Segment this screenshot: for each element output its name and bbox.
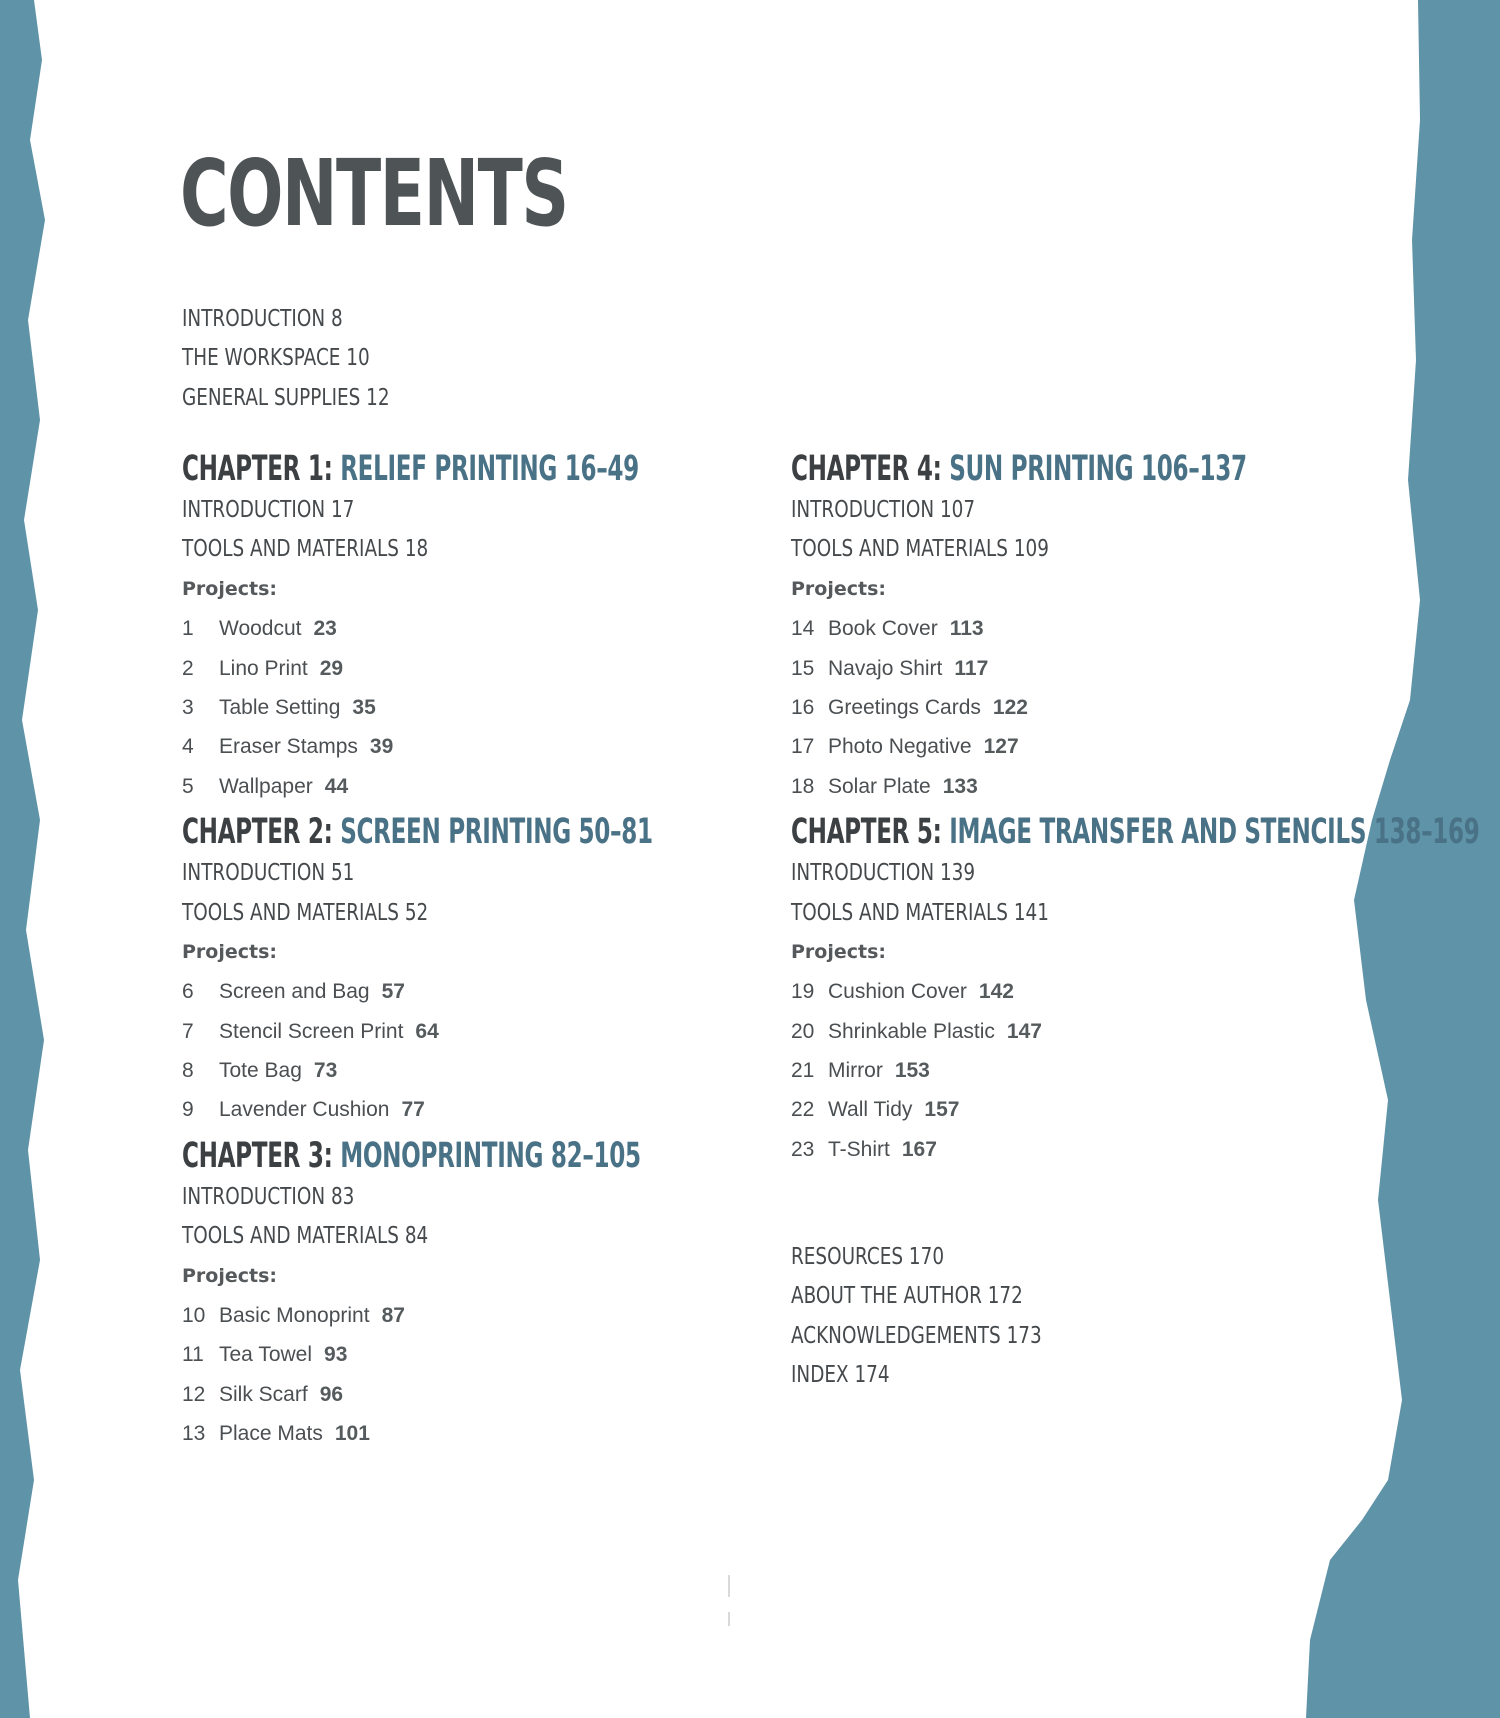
project-name: Place Mats (219, 1422, 323, 1446)
project-page: 96 (319, 1382, 344, 1406)
project-name: T-Shirt (828, 1137, 890, 1161)
projects-label: Projects: (182, 940, 277, 963)
chapter-heading[interactable] (182, 810, 653, 854)
end-matter-list (791, 1238, 1104, 1396)
project-name: Tea Towel (219, 1343, 313, 1367)
project-page: 101 (334, 1422, 370, 1446)
project-page: 117 (954, 656, 989, 680)
project-entry[interactable] (182, 649, 822, 688)
toc-entry[interactable]: TOOLS AND MATERIALS 84 (182, 1223, 429, 1250)
project-page: 23 (313, 617, 337, 641)
toc-entry[interactable]: INDEX 174 (791, 1362, 890, 1389)
project-number: 6 (182, 980, 194, 1004)
project-page: 87 (381, 1304, 405, 1328)
toc-entry[interactable]: ABOUT THE AUTHOR 172 (791, 1283, 1023, 1310)
project-entry[interactable] (791, 1012, 1431, 1051)
gutter-mark (728, 1612, 730, 1626)
projects-label: Projects: (182, 577, 277, 600)
project-entry[interactable] (182, 1296, 822, 1335)
project-name: Mirror (828, 1059, 883, 1083)
front-matter-list (182, 300, 441, 418)
project-number: 17 (791, 735, 815, 759)
project-name: Photo Negative (828, 735, 972, 759)
project-number: 14 (791, 617, 815, 641)
project-name: Woodcut (219, 617, 302, 641)
toc-entry[interactable]: INTRODUCTION 51 (182, 860, 355, 887)
chapter-label: CHAPTER 2: (182, 812, 333, 853)
project-name: Solar Plate (828, 774, 931, 798)
chapter-title: MONOPRINTING 82–105 (340, 1135, 641, 1176)
project-page: 57 (381, 980, 405, 1004)
chapter-heading[interactable] (182, 447, 639, 491)
toc-entry[interactable]: TOOLS AND MATERIALS 52 (182, 899, 429, 926)
chapter-heading[interactable] (791, 447, 1247, 491)
chapter-label: CHAPTER 1: (182, 449, 333, 489)
project-name: Table Setting (219, 695, 341, 719)
project-name: Shrinkable Plastic (828, 1019, 995, 1043)
project-page: 93 (324, 1343, 348, 1367)
project-page: 44 (324, 774, 349, 798)
chapter-title: SUN PRINTING 106–137 (949, 449, 1247, 489)
projects-label: Projects: (791, 577, 886, 600)
project-page: 35 (352, 695, 376, 719)
project-entry[interactable] (182, 1051, 822, 1090)
project-page: 157 (924, 1098, 960, 1122)
project-entry[interactable] (182, 1012, 822, 1051)
project-number: 18 (791, 774, 815, 798)
project-name: Greetings Cards (828, 695, 981, 719)
toc-entry[interactable]: INTRODUCTION 139 (791, 860, 976, 887)
projects-label: Projects: (791, 940, 886, 963)
project-entry[interactable] (791, 972, 1431, 1011)
project-entry[interactable] (182, 609, 822, 648)
project-number: 22 (791, 1098, 815, 1122)
project-page: 153 (894, 1059, 930, 1083)
toc-entry[interactable]: RESOURCES 170 (791, 1244, 945, 1270)
project-number: 8 (182, 1059, 194, 1083)
chapter-heading[interactable] (182, 1134, 641, 1178)
project-page: 142 (978, 980, 1014, 1004)
chapter-1 (182, 447, 822, 806)
toc-entry[interactable]: GENERAL SUPPLIES 12 (182, 384, 390, 411)
project-number: 4 (182, 735, 194, 759)
project-entry[interactable] (182, 1414, 822, 1453)
chapter-2 (182, 810, 822, 1130)
project-number: 15 (791, 656, 815, 680)
toc-entry[interactable]: TOOLS AND MATERIALS 141 (791, 899, 1049, 926)
project-name: Lavender Cushion (219, 1098, 390, 1122)
toc-entry[interactable]: INTRODUCTION 83 (182, 1183, 355, 1210)
project-name: Wallpaper (219, 774, 313, 798)
project-page: 29 (319, 656, 344, 680)
toc-entry[interactable]: INTRODUCTION 17 (182, 497, 355, 523)
project-number: 12 (182, 1382, 206, 1406)
project-entry[interactable] (182, 972, 822, 1011)
project-name: Tote Bag (219, 1059, 302, 1083)
project-name: Book Cover (828, 617, 938, 641)
chapter-4 (791, 447, 1431, 806)
project-entry[interactable] (791, 609, 1431, 648)
toc-entry[interactable]: TOOLS AND MATERIALS 18 (182, 536, 429, 563)
project-page: 64 (415, 1019, 439, 1043)
project-number: 13 (182, 1422, 206, 1446)
gutter-mark (728, 1575, 730, 1597)
project-number: 11 (182, 1343, 204, 1367)
project-entry[interactable] (182, 1375, 822, 1414)
toc-right-column (791, 447, 1480, 1173)
project-page: 167 (901, 1137, 937, 1161)
project-entry[interactable] (791, 1051, 1431, 1090)
chapter-label: CHAPTER 5: (791, 812, 942, 853)
project-entry[interactable] (182, 727, 822, 766)
toc-entry[interactable]: ACKNOWLEDGEMENTS 173 (791, 1322, 1042, 1349)
project-number: 21 (791, 1059, 815, 1083)
project-entry[interactable] (182, 1090, 822, 1129)
toc-entry[interactable]: TOOLS AND MATERIALS 109 (791, 536, 1049, 563)
project-page: 39 (369, 735, 394, 759)
toc-entry[interactable]: INTRODUCTION 8 (182, 306, 343, 332)
project-number: 3 (182, 695, 194, 719)
project-number: 23 (791, 1137, 815, 1161)
project-entry[interactable] (791, 727, 1431, 766)
project-name: Basic Monoprint (219, 1304, 370, 1328)
project-number: 16 (791, 695, 815, 719)
project-page: 147 (1006, 1019, 1042, 1043)
project-number: 20 (791, 1019, 815, 1043)
project-number: 2 (182, 656, 194, 680)
project-number: 7 (182, 1019, 194, 1043)
projects-label: Projects: (182, 1264, 277, 1287)
project-name: Screen and Bag (219, 980, 370, 1004)
toc-entry[interactable]: INTRODUCTION 107 (791, 497, 976, 523)
project-entry[interactable] (791, 1090, 1431, 1129)
project-name: Wall Tidy (828, 1098, 913, 1122)
project-entry[interactable] (791, 649, 1431, 688)
project-number: 10 (182, 1304, 206, 1328)
project-entry[interactable] (182, 767, 822, 806)
chapter-5 (791, 810, 1480, 1169)
project-entry[interactable] (791, 1130, 1431, 1169)
project-name: Silk Scarf (219, 1382, 308, 1406)
project-entry[interactable] (791, 767, 1431, 806)
page-title: CONTENTS (180, 140, 568, 247)
chapter-title: RELIEF PRINTING 16–49 (340, 449, 639, 489)
chapter-3 (182, 1134, 822, 1454)
chapter-label: CHAPTER 3: (182, 1135, 333, 1176)
project-page: 73 (313, 1059, 338, 1083)
project-page: 127 (983, 735, 1019, 759)
chapter-title: SCREEN PRINTING 50–81 (340, 812, 653, 853)
project-page: 113 (949, 617, 984, 641)
left-paint-edge (0, 0, 52, 1718)
project-name: Eraser Stamps (219, 735, 358, 759)
toc-left-column (182, 447, 822, 1458)
project-number: 1 (182, 617, 194, 641)
project-page: 122 (992, 695, 1028, 719)
chapter-label: CHAPTER 4: (791, 449, 942, 489)
project-number: 9 (182, 1098, 194, 1122)
project-page: 133 (942, 774, 978, 798)
project-entry[interactable] (182, 1335, 822, 1374)
project-entry[interactable] (182, 688, 822, 727)
project-number: 19 (791, 980, 815, 1004)
project-name: Stencil Screen Print (219, 1019, 404, 1043)
project-name: Navajo Shirt (828, 656, 943, 680)
project-name: Cushion Cover (828, 980, 967, 1004)
project-number: 5 (182, 774, 194, 798)
project-page: 77 (401, 1098, 425, 1122)
chapter-heading[interactable] (791, 810, 1480, 854)
chapter-title: IMAGE TRANSFER AND STENCILS 138–169 (949, 812, 1480, 853)
project-name: Lino Print (219, 656, 308, 680)
project-entry[interactable] (791, 688, 1431, 727)
toc-entry[interactable]: THE WORKSPACE 10 (182, 345, 370, 372)
